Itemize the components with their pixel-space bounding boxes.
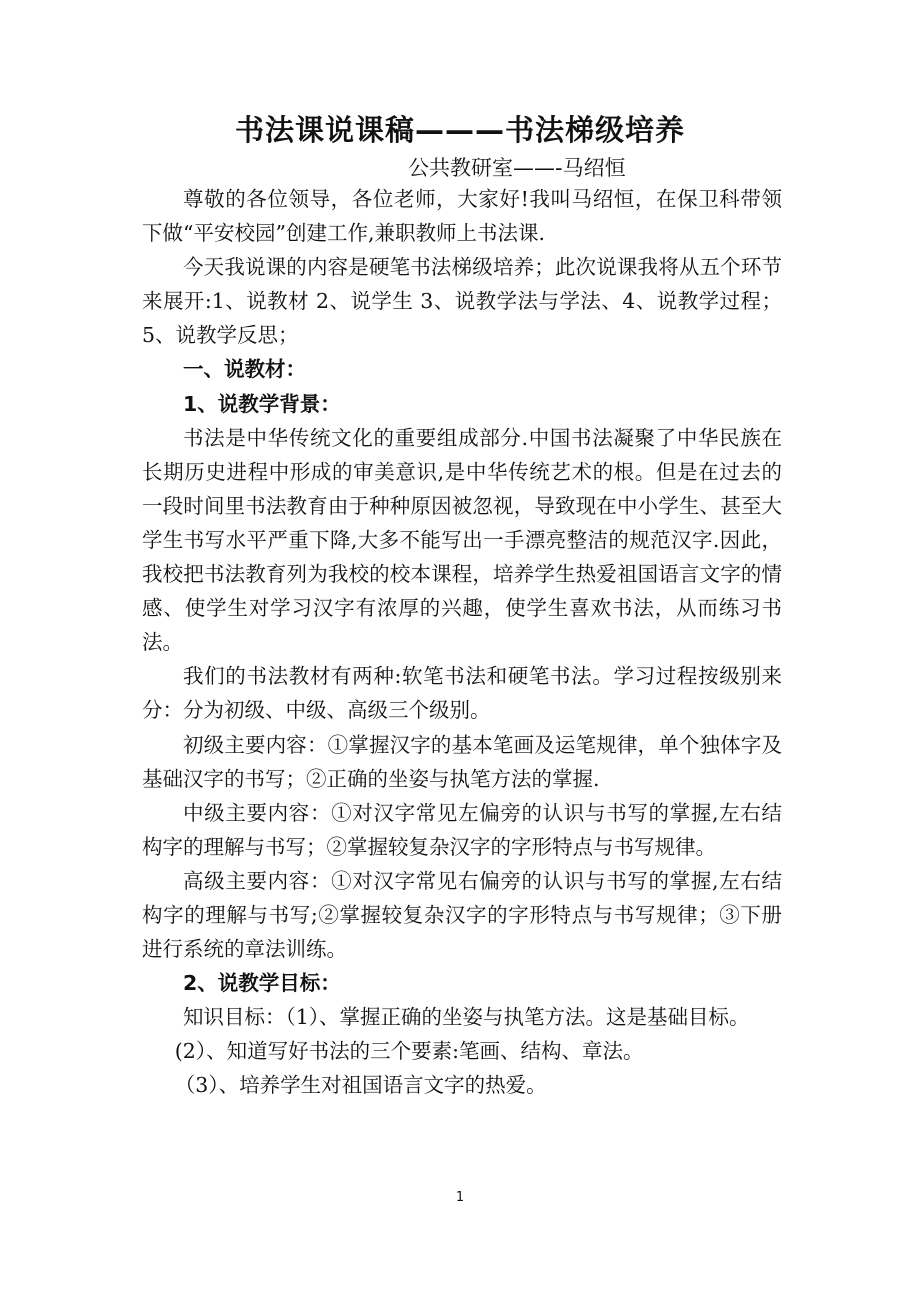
- paragraph-knowledge-goal-2: (2）、知道写好书法的三个要素:笔画、结构、章法。: [174, 1039, 644, 1064]
- heading-section-1: 一、说教材：: [183, 357, 306, 382]
- paragraph-knowledge-goal-1: 知识目标：（1）、掌握正确的坐姿与执笔方法。这是基础目标。: [183, 1005, 750, 1030]
- paragraph-outline: 今天我说课的内容是硬笔书法梯级培养；此次说课我将从五个环节来展开:1、说教材 2、说学生 3、说教学法与学法、4、说教学过程；5、说教学反思；: [142, 255, 782, 348]
- paragraph-background: 书法是中华传统文化的重要组成部分.中国书法凝聚了中华民族在长期历史进程中形成的审美意识,是中华传统艺术的根。但是在过去的一段时间里书法教育由于种种原因被忽视，导致现在中小学生、甚至大学生书写水平严重下降,大多不能写出一手漂亮整洁的规范汉字.因此，我校把书法教育列为我校的校本课程，培养学生热爱祖国语言文字的情感、使学生对学习汉字有浓厚的兴趣，使学生喜欢书法，从而练习书法。: [142, 425, 782, 655]
- paragraph-intermediate-level: 中级主要内容：①对汉字常见左偏旁的认识与书写的掌握,左右结构字的理解与书写；②掌握较复杂汉字的字形特点与书写规律。: [142, 800, 782, 859]
- paragraph-knowledge-goal-3: （3）、培养学生对祖国语言文字的热爱。: [174, 1073, 547, 1098]
- paragraph-greeting: 尊敬的各位领导，各位老师，大家好!我叫马绍恒，在保卫科带领下做“平安校园”创建工作,兼职教师上书法课.: [142, 187, 782, 246]
- paragraph-beginner-level: 初级主要内容：①掌握汉字的基本笔画及运笔规律，单个独体字及基础汉字的书写；②正确的坐姿与执笔方法的掌握.: [142, 732, 782, 791]
- document-author: 公共教研室——-马绍恒: [408, 156, 626, 180]
- heading-teaching-goals: 2、说教学目标：: [183, 971, 341, 996]
- document-title: 书法课说课稿———书法梯级培养: [234, 113, 685, 147]
- heading-teaching-background: 1、说教学背景：: [183, 391, 341, 416]
- paragraph-textbooks: 我们的书法教材有两种:软笔书法和硬笔书法。学习过程按级别来分：分为初级、中级、高级三个级别。: [142, 664, 782, 723]
- page-number: 1: [455, 1190, 465, 1205]
- paragraph-advanced-level: 高级主要内容：①对汉字常见右偏旁的认识与书写的掌握,左右结构字的理解与书写;②掌握较复杂汉字的字形特点与书写规律；③下册进行系统的章法训练。: [142, 868, 782, 962]
- document-body: [142, 182, 782, 1103]
